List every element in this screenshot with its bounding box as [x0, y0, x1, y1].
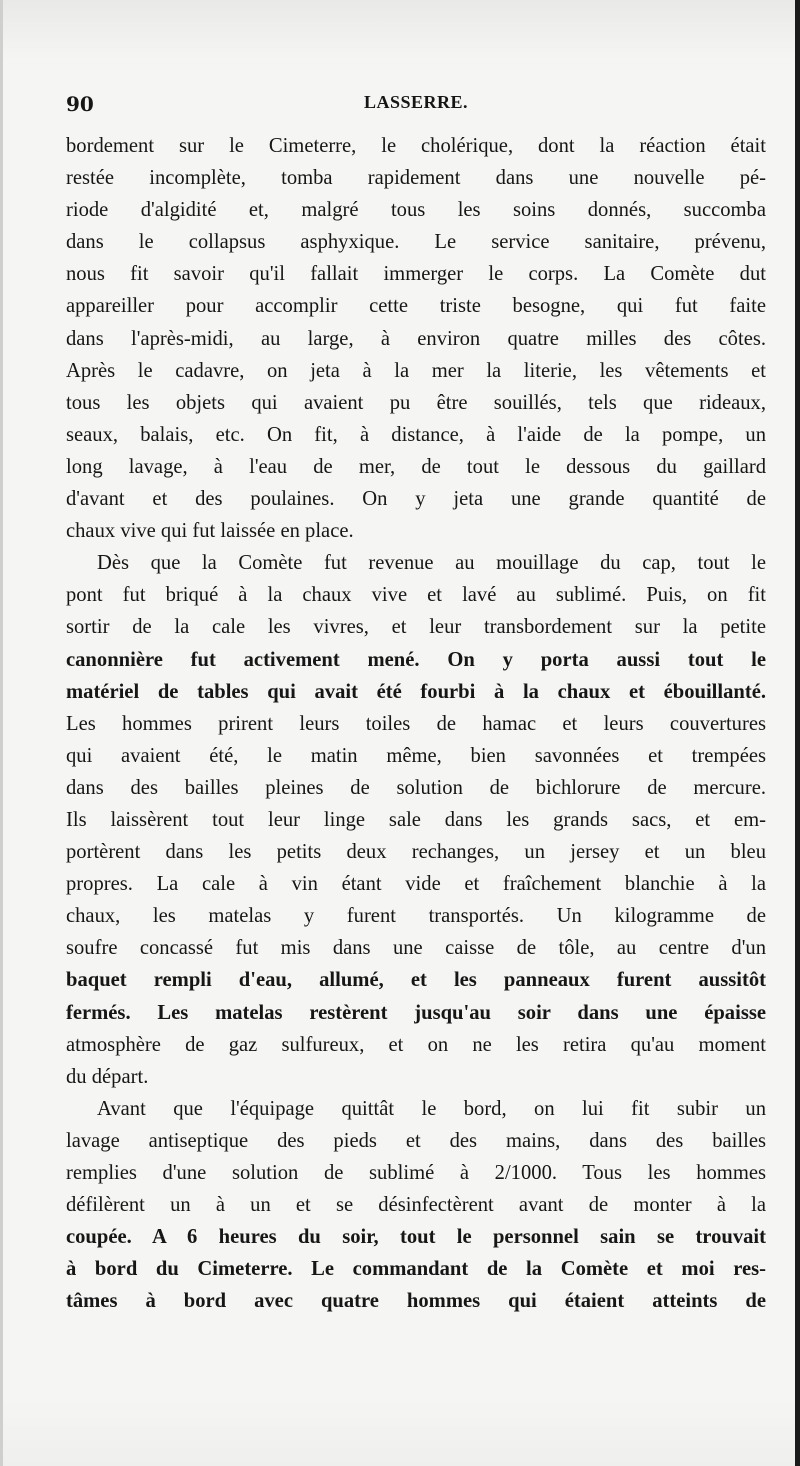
text-line: pont fut briqué à la chaux vive et lavé au sublimé. Puis, on fit — [66, 584, 766, 607]
text-line: lavage antiseptique des pieds et des mains, dans des bailles — [66, 1129, 766, 1152]
text-line: appareiller pour accomplir cette triste besogne, qui fut faite — [66, 295, 766, 318]
text-line: à bord du Cimeterre. Le commandant de la Comète et moi res- — [66, 1258, 766, 1281]
page-number: 90 — [66, 92, 94, 116]
page-right-edge-shadow — [795, 0, 800, 1466]
text-line: d'avant et des poulaines. On y jeta une grande quantité de — [66, 488, 766, 511]
text-line: restée incomplète, tomba rapidement dans une nouvelle pé- — [66, 167, 766, 190]
text-line: chaux, les matelas y furent transportés. Un kilogramme de — [66, 905, 766, 928]
body-text — [66, 130, 766, 1317]
text-line: bordement sur le Cimeterre, le cholérique, dont la réaction était — [66, 135, 766, 157]
text-line: propres. La cale à vin étant vide et fraîchement blanchie à la — [66, 873, 766, 896]
running-head: LASSERRE. — [364, 92, 469, 112]
text-line: atmosphère de gaz sulfureux, et on ne les retira qu'au moment — [66, 1033, 766, 1056]
text-line: Dès que la Comète fut revenue au mouillage du cap, tout le — [97, 552, 766, 575]
text-line: chaux vive qui fut laissée en place. — [66, 520, 354, 543]
text-line: Avant que l'équipage quittât le bord, on lui fit subir un — [97, 1097, 766, 1120]
text-line: dans des bailles pleines de solution de bichlorure de mercure. — [66, 776, 766, 799]
text-line: tâmes à bord avec quatre hommes qui étaient atteints de — [66, 1290, 766, 1313]
text-line: remplies d'une solution de sublimé à 2/1000. Tous les hommes — [66, 1162, 766, 1184]
text-line: canonnière fut activement mené. On y porta aussi tout le — [66, 648, 766, 671]
text-line: long lavage, à l'eau de mer, de tout le dessous du gaillard — [66, 455, 766, 478]
text-line: seaux, balais, etc. On fit, à distance, à l'aide de la pompe, un — [66, 423, 766, 446]
text-line: Après le cadavre, on jeta à la mer la literie, les vêtements et — [66, 359, 766, 382]
text-line: dans l'après-midi, au large, à environ quatre milles des côtes. — [66, 327, 766, 350]
text-line: qui avaient été, le matin même, bien savonnées et trempées — [66, 744, 766, 767]
page-left-edge — [0, 0, 3, 1466]
text-line: fermés. Les matelas restèrent jusqu'au soir dans une épaisse — [66, 1001, 766, 1024]
text-line: nous fit savoir qu'il fallait immerger le corps. La Comète dut — [66, 263, 766, 286]
text-line: dans le collapsus asphyxique. Le service sanitaire, prévenu, — [66, 231, 766, 254]
text-line: du départ. — [66, 1065, 149, 1088]
text-line: soufre concassé fut mis dans une caisse de tôle, au centre d'un — [66, 937, 766, 960]
text-line: baquet rempli d'eau, allumé, et les panneaux furent aussitôt — [66, 969, 766, 992]
text-line: sortir de la cale les vivres, et leur transbordement sur la petite — [66, 616, 766, 639]
text-line: portèrent dans les petits deux rechanges, un jersey et un bleu — [66, 841, 766, 864]
text-line: riode d'algidité et, malgré tous les soins donnés, succomba — [66, 199, 766, 222]
text-line: Ils laissèrent tout leur linge sale dans les grands sacs, et em- — [66, 808, 766, 831]
text-line: matériel de tables qui avait été fourbi à la chaux et ébouillanté. — [66, 680, 766, 703]
page-header — [66, 92, 766, 122]
text-line: tous les objets qui avaient pu être souillés, tels que rideaux, — [66, 391, 766, 414]
text-line: coupée. A 6 heures du soir, tout le personnel sain se trouvait — [66, 1226, 766, 1249]
text-line: Les hommes prirent leurs toiles de hamac et leurs couvertures — [66, 712, 766, 735]
text-line: défilèrent un à un et se désinfectèrent avant de monter à la — [66, 1194, 766, 1217]
